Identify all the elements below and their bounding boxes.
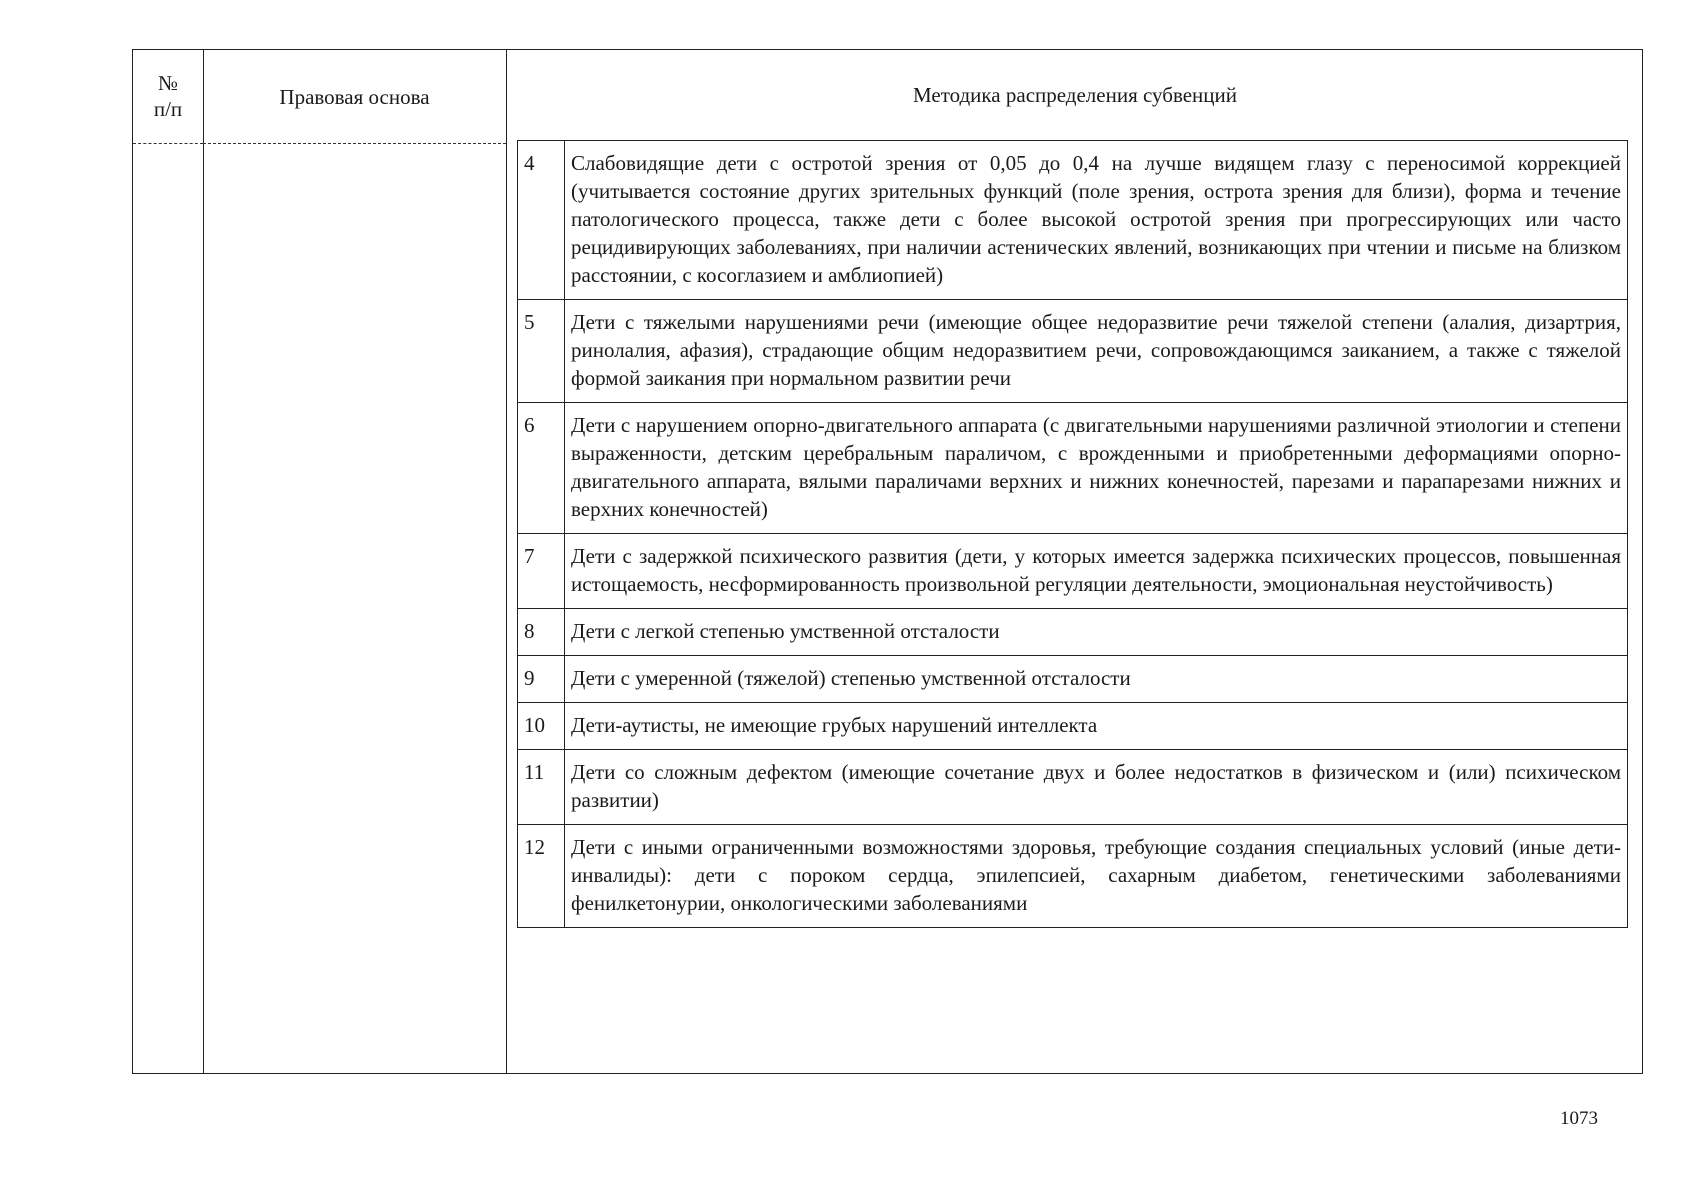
table-row (518, 609, 1628, 656)
row-number: 12 (518, 825, 565, 928)
row-text: Дети-аутисты, не имеющие грубых нарушений интеллекта (565, 703, 1628, 750)
row-text: Дети с задержкой психического развития (дети, у которых имеется задержка психических процессов, повышенная истощаемость, несформированность произвольной регуляции деятельности, эмоциональная неустойчивость) (565, 534, 1628, 609)
row-number: 9 (518, 656, 565, 703)
row-number: 4 (518, 141, 565, 300)
table-row (518, 534, 1628, 609)
row-number: 6 (518, 403, 565, 534)
table-row (518, 656, 1628, 703)
page-number: 1073 (1560, 1108, 1598, 1129)
row-number: 8 (518, 609, 565, 656)
row-text: Слабовидящие дети с остротой зрения от 0,05 до 0,4 на лучше видящем глазу с переносимой коррекцией (учитывается состояние других зрительных функций (поле зрения, острота зрения для близи), форма и течение патологического процесса, также дети с более высокой остротой зрения при прогрессирующих или часто рецидивирующих заболеваниях, при наличии астенических явлений, возникающих при чтении и письме на близком расстоянии, с косоглазием и амблиопией) (565, 141, 1628, 300)
row-text: Дети с легкой степенью умственной отсталости (565, 609, 1628, 656)
row-text: Дети со сложным дефектом (имеющие сочетание двух и более недостатков в физическом и (или) психическом развитии) (565, 750, 1628, 825)
header-num-sub: п/п (153, 97, 183, 121)
table-row (518, 300, 1628, 403)
row-text: Дети с нарушением опорно-двигательного аппарата (с двигательными нарушениями различной этиологии и степени выраженности, детским церебральным параличом, с врожденными и приобретенными деформациями опорно-двигательного аппарата, вялыми параличами верхних и нижних конечностей, парезами и парапарезами нижних и верхних конечностей) (565, 403, 1628, 534)
header-num-label: № (157, 71, 179, 95)
row-number: 10 (518, 703, 565, 750)
header-underline-legal (203, 143, 506, 144)
row-number: 5 (518, 300, 565, 403)
column-divider-legal (506, 50, 507, 1073)
header-underline-num (133, 143, 203, 144)
categories-table (517, 140, 1628, 928)
header-methodology: Методика распределения субвенций (912, 83, 1238, 107)
table-row (518, 750, 1628, 825)
table-row (518, 825, 1628, 928)
table-row (518, 703, 1628, 750)
row-text: Дети с тяжелыми нарушениями речи (имеющие общее недоразвитие речи тяжелой степени (алалия, дизартрия, ринолалия, афазия), страдающие общим недоразвитием речи, сопровождающимся заиканием, а также с тяжелой формой заикания при нормальном развитии речи (565, 300, 1628, 403)
table-row (518, 403, 1628, 534)
row-number: 11 (518, 750, 565, 825)
row-number: 7 (518, 534, 565, 609)
column-divider-num (203, 50, 204, 1073)
header-legal-basis: Правовая основа (279, 85, 430, 109)
row-text: Дети с иными ограниченными возможностями здоровья, требующие создания специальных условий (иные дети-инвалиды): дети с пороком сердца, эпилепсией, сахарным диабетом, генетическими заболеваниями фенилкетонурии, онкологическими заболеваниями (565, 825, 1628, 928)
table-row (518, 141, 1628, 300)
row-text: Дети с умеренной (тяжелой) степенью умственной отсталости (565, 656, 1628, 703)
header-num-cell (133, 70, 203, 122)
